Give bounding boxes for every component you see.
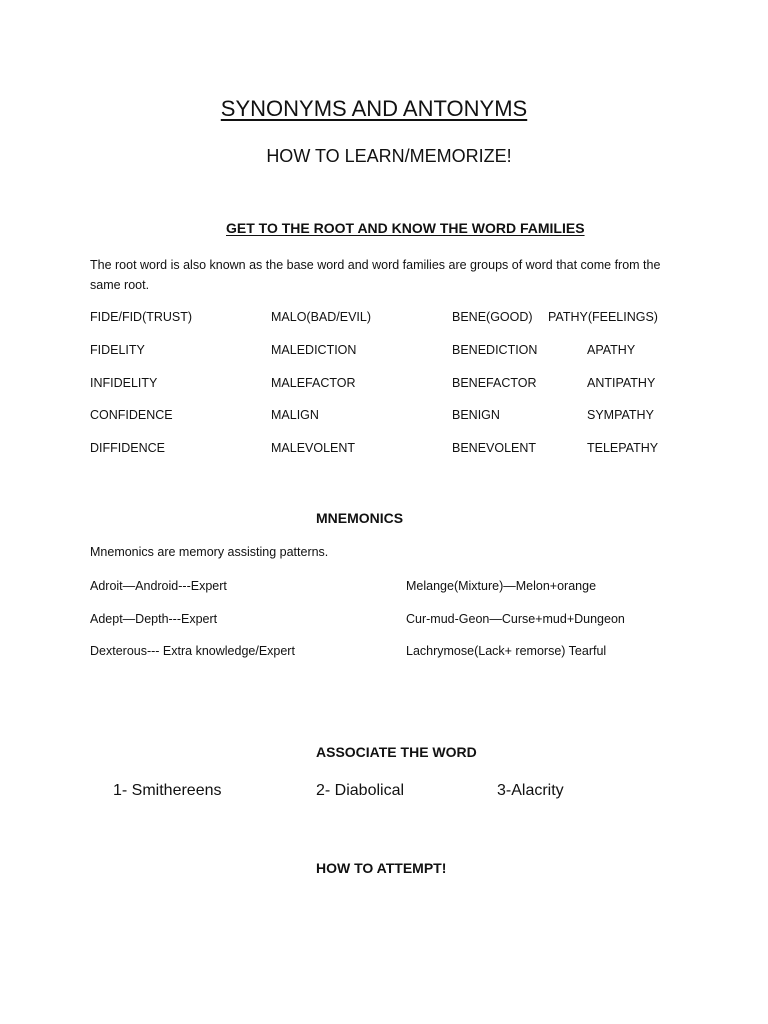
header-fide: FIDE/FID(TRUST) bbox=[90, 310, 193, 324]
root-section-intro: The root word is also known as the base word and word families are groups of word that come from the same root. bbox=[90, 258, 661, 292]
word-cell: FIDELITY bbox=[90, 343, 145, 357]
word-cell: MALIGN bbox=[271, 408, 319, 422]
word-cell: DIFFIDENCE bbox=[90, 441, 165, 455]
mnemonics-heading: MNEMONICS bbox=[316, 510, 404, 526]
word-cell: CONFIDENCE bbox=[90, 408, 173, 422]
header-pathy: PATHY(FEELINGS) bbox=[548, 310, 658, 324]
word-cell: APATHY bbox=[587, 343, 636, 357]
word-cell: MALEDICTION bbox=[271, 343, 357, 357]
mnemonic-item: Adept—Depth---Expert bbox=[90, 612, 218, 626]
word-cell: SYMPATHY bbox=[587, 408, 654, 422]
mnemonic-item: Melange(Mixture)—Melon+orange bbox=[406, 579, 597, 593]
root-section-heading: GET TO THE ROOT AND KNOW THE WORD FAMILIES bbox=[226, 220, 585, 236]
associate-heading: ASSOCIATE THE WORD bbox=[316, 744, 477, 760]
header-malo: MALO(BAD/EVIL) bbox=[271, 310, 372, 324]
associate-item: 2- Diabolical bbox=[316, 782, 405, 799]
associate-item: 3-Alacrity bbox=[497, 782, 564, 799]
word-cell: INFIDELITY bbox=[90, 376, 158, 390]
word-cell: TELEPATHY bbox=[587, 441, 659, 455]
word-cell: BENIGN bbox=[452, 408, 500, 422]
word-cell: MALEVOLENT bbox=[271, 441, 356, 455]
page-title: SYNONYMS AND ANTONYMS bbox=[220, 96, 528, 121]
associate-item: 1- Smithereens bbox=[113, 782, 222, 799]
mnemonic-item: Dexterous--- Extra knowledge/Expert bbox=[90, 644, 295, 658]
word-cell: BENEVOLENT bbox=[452, 441, 537, 455]
mnemonic-item: Lachrymose(Lack+ remorse) Tearful bbox=[406, 644, 607, 658]
page-subtitle: HOW TO LEARN/MEMORIZE! bbox=[266, 146, 512, 166]
attempt-heading: HOW TO ATTEMPT! bbox=[316, 860, 447, 876]
mnemonics-intro: Mnemonics are memory assisting patterns. bbox=[90, 545, 329, 559]
word-cell: MALEFACTOR bbox=[271, 376, 356, 390]
word-cell: BENEDICTION bbox=[452, 343, 538, 357]
word-cell: ANTIPATHY bbox=[587, 376, 656, 390]
header-bene: BENE(GOOD) bbox=[452, 310, 533, 324]
mnemonic-item: Cur-mud-Geon—Curse+mud+Dungeon bbox=[406, 612, 625, 626]
mnemonic-item: Adroit—Android---Expert bbox=[90, 579, 227, 593]
word-cell: BENEFACTOR bbox=[452, 376, 537, 390]
